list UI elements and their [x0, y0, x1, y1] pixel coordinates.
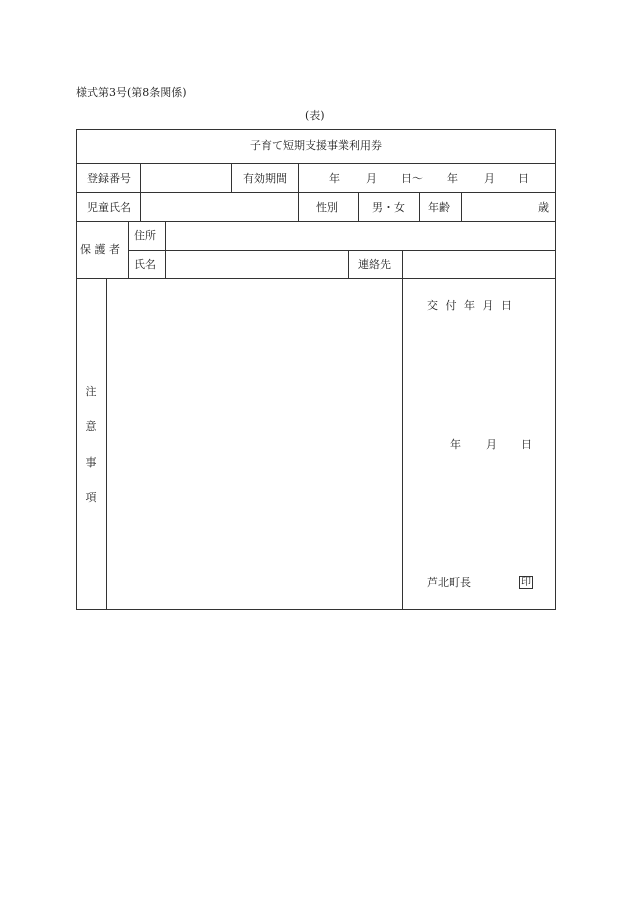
age-label: 年齢 [428, 201, 450, 214]
col-divider [231, 163, 232, 192]
col-divider [419, 192, 420, 221]
seal-mark [519, 576, 533, 588]
notes-char: 事 [85, 456, 97, 469]
notes-char: 意 [85, 420, 97, 433]
issue-date-label: 交 付 年 月 日 [427, 299, 512, 312]
row-divider [76, 192, 556, 193]
col-divider [140, 192, 141, 221]
child-name-label: 児童氏名 [87, 201, 131, 214]
notes-char: 項 [85, 491, 97, 504]
issue-month: 月 [486, 438, 497, 451]
guardian-label: 保 護 者 [80, 243, 120, 256]
gender-label: 性別 [316, 201, 338, 214]
row-divider [76, 221, 556, 222]
gender-options: 男・女 [372, 201, 405, 214]
mayor-label: 芦北町長 [427, 576, 471, 589]
validity-day-to: 日 [518, 172, 529, 185]
validity-period-label: 有効期間 [243, 172, 287, 185]
guardian-name-label: 氏名 [134, 258, 156, 271]
side-label: (表) [305, 109, 325, 122]
issue-day: 日 [521, 438, 532, 451]
col-divider [348, 250, 349, 278]
row-divider [128, 250, 556, 251]
address-label: 住所 [134, 229, 156, 242]
col-divider [461, 192, 462, 221]
col-divider [106, 278, 107, 610]
col-divider [298, 192, 299, 221]
col-divider [298, 163, 299, 192]
validity-year-from: 年 [329, 172, 340, 185]
validity-month-from: 月 [366, 172, 377, 185]
row-divider [76, 163, 556, 164]
validity-day-from: 日〜 [401, 172, 423, 185]
contact-label: 連絡先 [358, 258, 391, 271]
col-divider [128, 221, 129, 278]
issue-year: 年 [450, 438, 461, 451]
form-title: 子育て短期支援事業利用券 [250, 139, 382, 152]
row-divider [76, 278, 556, 279]
col-divider [165, 221, 166, 278]
age-unit: 歳 [538, 201, 549, 214]
seal-text: 印 [521, 577, 531, 588]
col-divider [358, 192, 359, 221]
validity-month-to: 月 [484, 172, 495, 185]
col-divider [402, 278, 403, 610]
notes-char: 注 [85, 385, 97, 398]
form-number: 様式第3号(第8条関係) [76, 86, 187, 99]
validity-year-to: 年 [447, 172, 458, 185]
registration-number-label: 登録番号 [87, 172, 131, 185]
col-divider [402, 250, 403, 278]
col-divider [140, 163, 141, 192]
